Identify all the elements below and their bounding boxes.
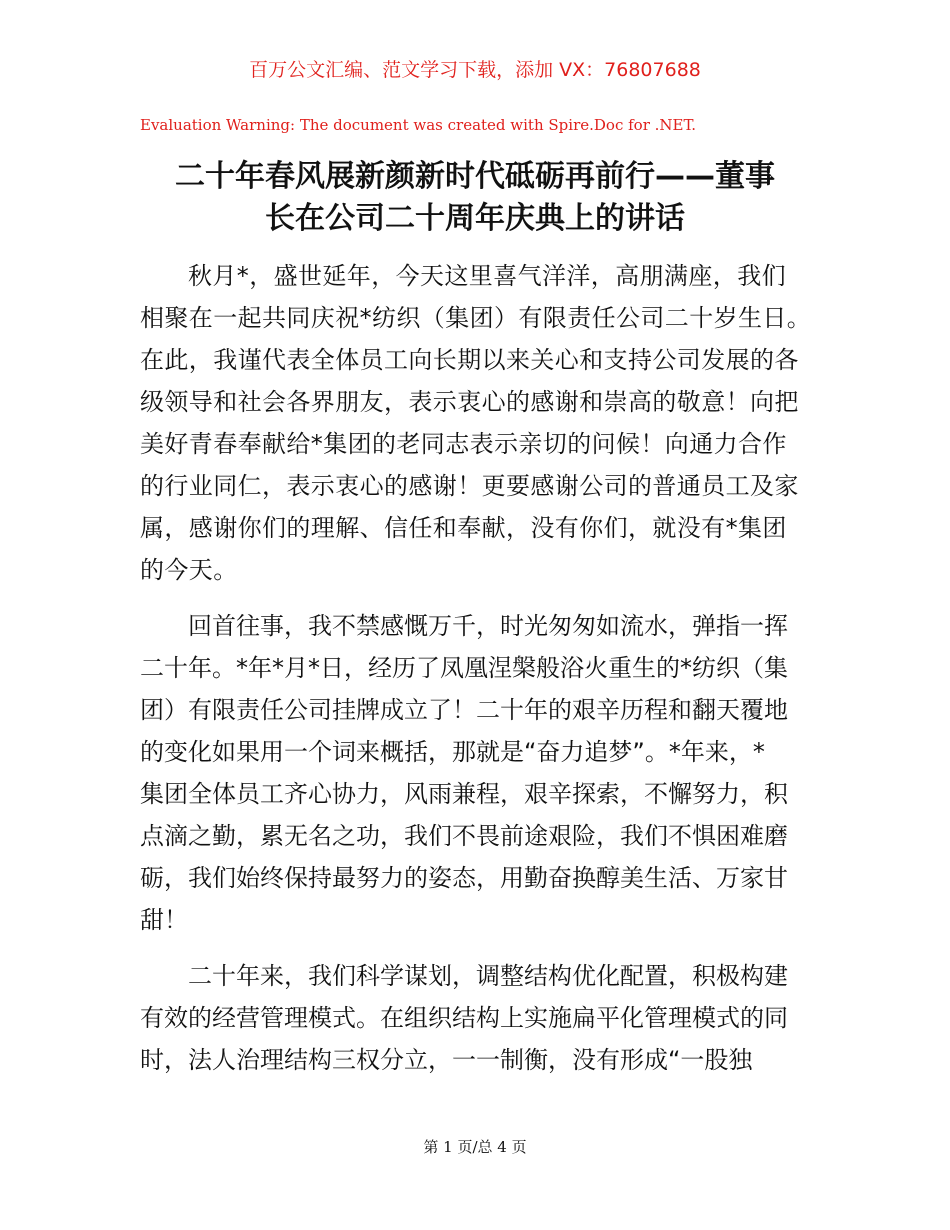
text-line: 有效的经营管理模式。在组织结构上实施扁平化管理模式的同 bbox=[140, 1004, 788, 1032]
evaluation-warning: Evaluation Warning: The document was created with Spire.Doc for .NET. bbox=[140, 116, 697, 134]
text-line: 回首往事，我不禁感慨万千，时光匆匆如流水，弹指一挥 bbox=[188, 612, 788, 640]
text-line: 的变化如果用一个词来概括，那就是“奋力追梦”。*年来，* bbox=[140, 738, 765, 766]
title-line: 长在公司二十周年庆典上的讲话 bbox=[265, 201, 685, 236]
text-line: 在此，我谨代表全体员工向长期以来关心和支持公司发展的各 bbox=[140, 346, 799, 374]
text-line: 二十年。*年*月*日，经历了凤凰涅槃般浴火重生的*纺织（集 bbox=[140, 654, 788, 682]
text-line: 二十年来，我们科学谋划，调整结构优化配置，积极构建 bbox=[188, 962, 788, 990]
text-line: 属，感谢你们的理解、信任和奉献，没有你们，就没有*集团 bbox=[140, 514, 787, 542]
header-download-note: 百万公文汇编、范文学习下载，添加 VX：76807688 bbox=[249, 59, 701, 81]
page-number: 第 1 页/总 4 页 bbox=[423, 1138, 527, 1156]
text-line: 美好青春奉献给*集团的老同志表示亲切的问候！向通力合作 bbox=[140, 430, 787, 458]
text-line: 的今天。 bbox=[140, 556, 238, 584]
text-line: 级领导和社会各界朋友，表示衷心的感谢和崇高的敬意！向把 bbox=[140, 388, 799, 416]
paragraph-planning bbox=[140, 955, 810, 1081]
document-body bbox=[140, 255, 810, 1095]
text-line: 的行业同仁，表示衷心的感谢！更要感谢公司的普通员工及家 bbox=[140, 472, 799, 500]
text-line: 集团全体员工齐心协力，风雨兼程，艰辛探索，不懈努力，积 bbox=[140, 780, 788, 808]
text-line: 秋月*，盛世延年，今天这里喜气洋洋，高朋满座，我们 bbox=[188, 262, 786, 290]
title-line: 二十年春风展新颜新时代砥砺再前行——董事 bbox=[175, 159, 775, 194]
paragraph-retrospect bbox=[140, 605, 810, 941]
text-line: 砺，我们始终保持最努力的姿态，用勤奋换醇美生活、万家甘 bbox=[140, 864, 788, 892]
text-line: 点滴之勤，累无名之功，我们不畏前途艰险，我们不惧困难磨 bbox=[140, 822, 788, 850]
text-line: 相聚在一起共同庆祝*纺织（集团）有限责任公司二十岁生日。 bbox=[140, 304, 812, 332]
document-title bbox=[120, 156, 830, 240]
paragraph-opening bbox=[140, 255, 810, 591]
text-line: 时，法人治理结构三权分立，一一制衡，没有形成“一股独 bbox=[140, 1046, 753, 1074]
text-line: 团）有限责任公司挂牌成立了！二十年的艰辛历程和翻天覆地 bbox=[140, 696, 788, 724]
text-line: 甜！ bbox=[140, 906, 188, 934]
